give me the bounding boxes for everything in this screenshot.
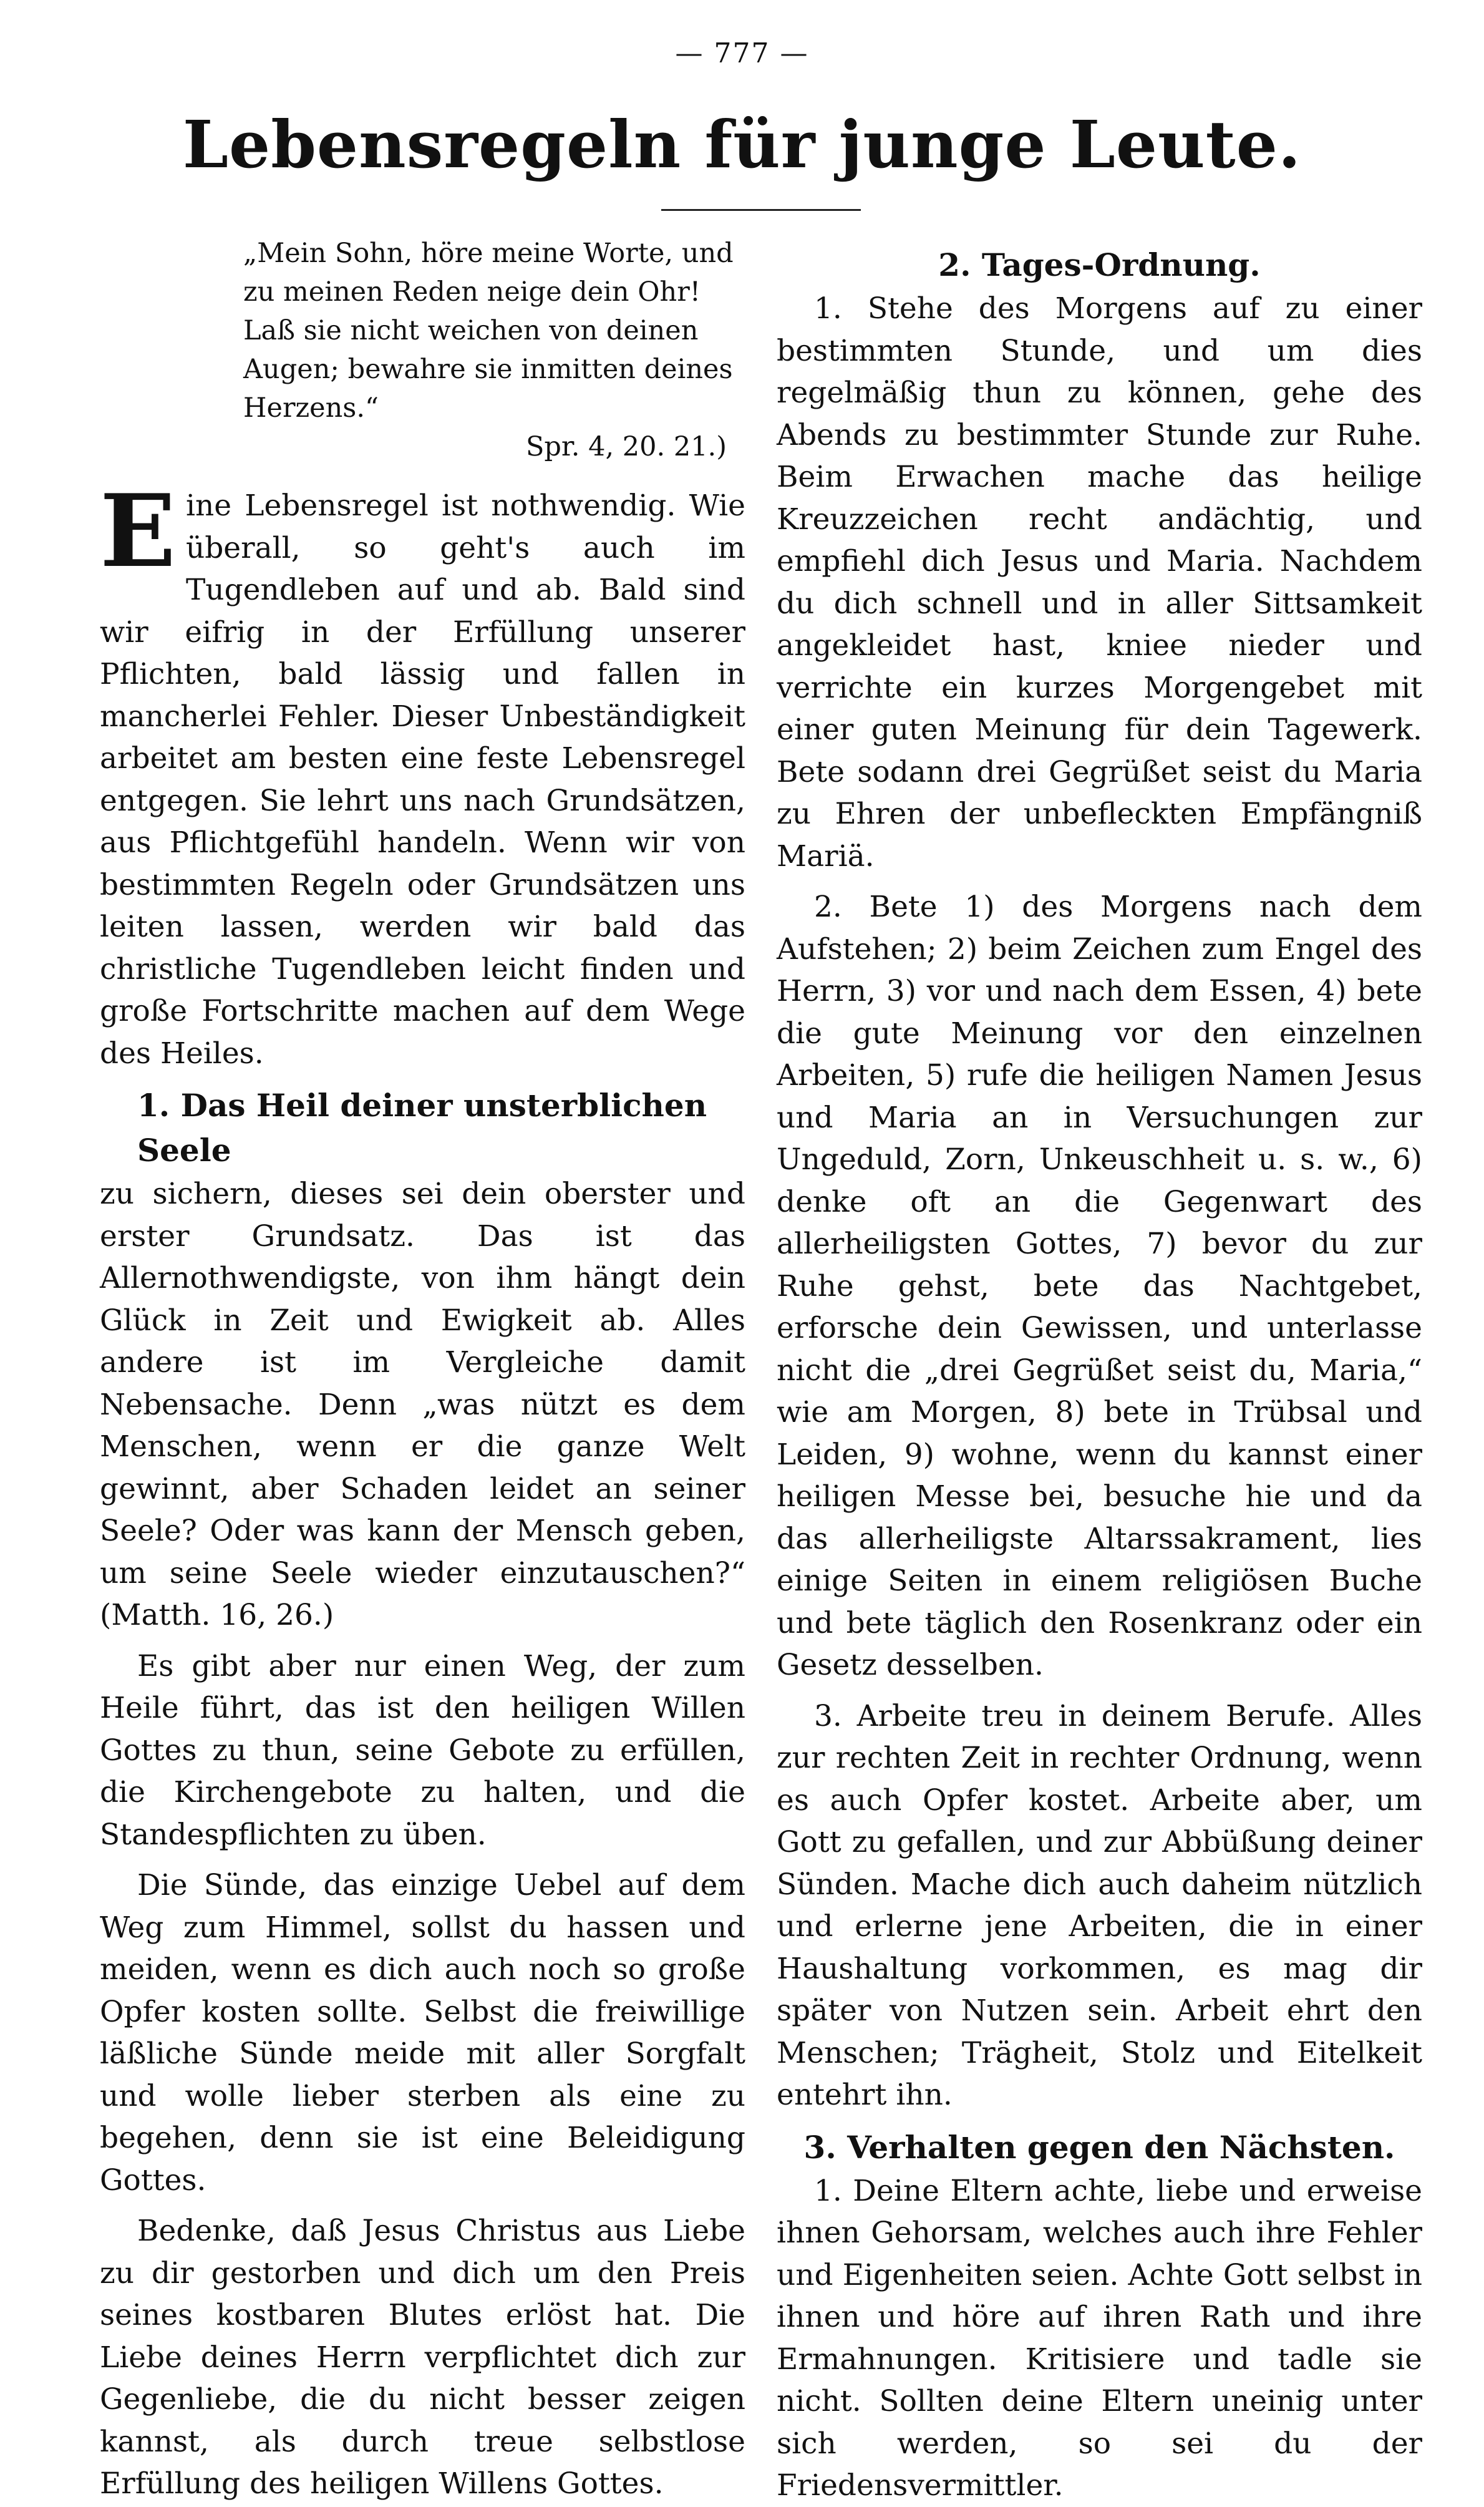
section-heading-3: 3. Verhalten gegen den Nächsten. bbox=[803, 2128, 1395, 2166]
quote-text: „Mein Sohn, höre meine Worte, und zu meinen Reden neige dein Ohr! Laß sie nicht weichen von deinen Augen; bewahre sie inmitten deines Herzens.“ bbox=[243, 238, 734, 424]
section-1-lead: zu sichern, dieses sei dein oberster und erster Grundsatz. Das ist das Allernothwendigste, von ihm hängt dein Glück in Zeit und Ewigkeit ab. Alles andere ist im Vergleiche damit Nebensache. Denn „was nützt es dem Menschen, wenn er die ganze Welt gewinnt, aber Schaden leidet an seiner Seele? Oder was kann der Mensch geben, um seine Seele wieder einzutauschen?“ (Matth. 16, 26.) bbox=[100, 1177, 745, 1632]
intro-text: ine Lebensregel ist nothwendig. Wie überall, so geht's auch im Tugendleben auf und ab. Bald sind wir eifrig in der Erfüllung unserer Pflichten, bald lässig und fallen in mancherlei Fehler. Dieser Unbeständigkeit arbeitet am besten eine feste Lebensregel entgegen. Sie lehrt uns nach Grundsätzen, aus Pflichtgefühl handeln. Wenn wir von bestimmten Regeln oder Grundsätzen uns leiten lassen, werden wir bald das christliche Tugendleben leicht finden und große Fortschritte machen auf dem Wege des Heiles. bbox=[100, 489, 745, 1071]
section-heading-2: 2. Tages-Ordnung. bbox=[938, 246, 1261, 283]
section-1-paragraph-2: Es gibt aber nur einen Weg, der zum Heile führt, das ist den heiligen Willen Gottes zu thun, seine Gebote zu erfüllen, die Kirchengebote zu halten, und die Standespflichten zu üben. bbox=[100, 1648, 745, 1852]
bible-quote bbox=[100, 234, 745, 466]
section-2-paragraph-1: 1. Stehe des Morgens auf zu einer bestimmten Stunde, und um dies regelmäßig thun zu können, gehe des Abends zu bestimmter Stunde zur Ruhe. Beim Erwachen mache das heilige Kreuzzeichen recht andächtig, und empfiehl dich Jesus und Maria. Nachdem du dich schnell und in aller Sittsamkeit angekleidet hast, kniee nieder und verrichte ein kurzes Morgengebet mit einer guten Meinung für dein Tagewerk. Bete sodann drei Gegrüßet seist du Maria zu Ehren der unbefleckten Empfängniß Mariä. bbox=[777, 291, 1422, 874]
right-column bbox=[777, 234, 1422, 2503]
title-divider bbox=[661, 209, 861, 211]
section-2-paragraph-2: 2. Bete 1) des Morgens nach dem Aufstehen; 2) beim Zeichen zum Engel des Herrn, 3) vor und nach dem Essen, 4) bete die gute Meinung vor den einzelnen Arbeiten, 5) rufe die heiligen Namen Jesus und Maria an in Versuchungen zur Ungeduld, Zorn, Unkeuschheit u. s. w., 6) denke oft an die Gegenwart des allerheiligsten Gottes, 7) bevor du zur Ruhe gehst, bete das Nachtgebet, erforsche dein Gewissen, und unterlasse nicht die „drei Gegrüßet seist du, Maria,“ wie am Morgen, 8) bete in Trübsal und Leiden, 9) wohne, wenn du kannst einer heiligen Messe bei, besuche hie und da das allerheiligste Altarssakrament, lies einige Seiten in einem religiösen Buche und bete täglich den Rosenkranz oder ein Gesetz desselben. bbox=[777, 890, 1422, 1682]
page-title: Lebensregeln für junge Leute. bbox=[182, 106, 1302, 183]
section-1-paragraph-3: Die Sünde, das einzige Uebel auf dem Weg zum Himmel, sollst du hassen und meiden, wenn es dich auch noch so große Opfer kosten sollte. Selbst die freiwillige läßliche Sünde meide mit aller Sorgfalt und wolle lieber sterben als eine zu begehen, denn sie ist eine Beleidigung Gottes. bbox=[100, 1868, 745, 2198]
page-number: — 777 — bbox=[675, 37, 809, 69]
intro-paragraph bbox=[100, 472, 745, 1074]
section-2-paragraph-3: 3. Arbeite treu in deinem Berufe. Alles zur rechten Zeit in rechter Ordnung, wenn es auch Opfer kostet. Arbeite aber, um Gott zu gefallen, und zur Abbüßung deiner Sünden. Mache dich auch daheim nützlich und erlerne jene Arbeiten, die in einer Haushaltung vorkommen, es mag dir später von Nutzen sein. Arbeit ehrt den Menschen; Trägheit, Stolz und Eitelkeit entehrt ihn. bbox=[777, 1698, 1422, 2112]
drop-cap: E bbox=[100, 472, 176, 590]
section-heading-1: 1. Das Heil deiner unsterblichen Seele bbox=[137, 1087, 707, 1169]
quote-reference: Spr. 4, 20. 21.) bbox=[525, 431, 727, 462]
section-3-paragraph-1: 1. Deine Eltern achte, liebe und erweise ihnen Gehorsam, welches auch ihre Fehler und Eigenheiten seien. Achte Gott selbst in ihnen und höre auf ihren Rath und ihre Ermahnungen. Kritisiere und tadle sie nicht. Sollten deine Eltern uneinig unter sich werden, so sei du der Friedensvermittler. bbox=[777, 2173, 1422, 2503]
section-1-paragraph-4: Bedenke, daß Jesus Christus aus Liebe zu dir gestorben und dich um den Preis seines kostbaren Blutes erlöst hat. Die Liebe deines Herrn verpflichtet dich zur Gegenliebe, die du nicht besser zeigen kannst, als durch treue selbstlose Erfüllung des heiligen Willens Gottes. bbox=[100, 2214, 745, 2501]
left-column bbox=[100, 234, 745, 2501]
